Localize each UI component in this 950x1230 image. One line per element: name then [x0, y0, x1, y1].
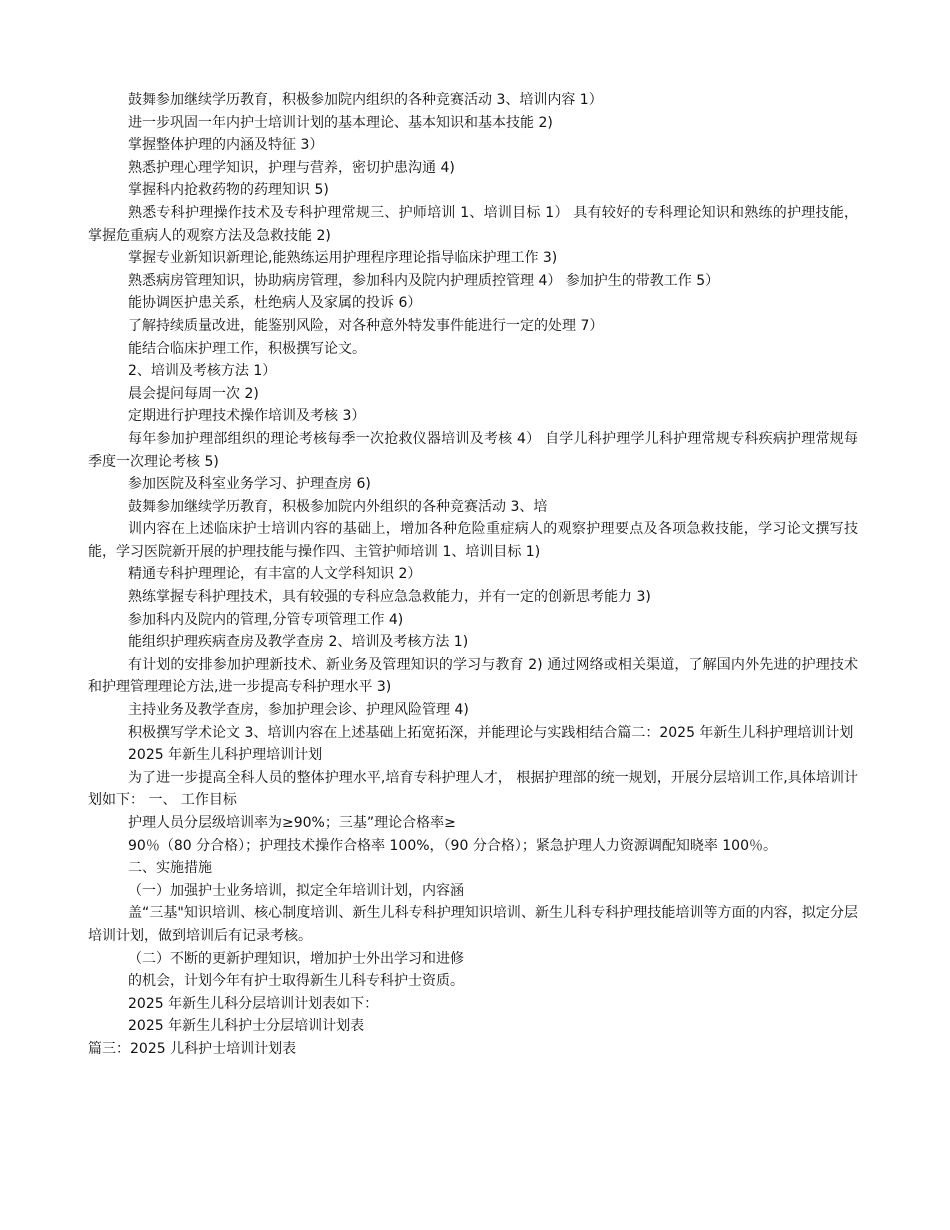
paragraph: 为了进一步提高全科人员的整体护理水平,培育专科护理人才， 根据护理部的统一规划，开展分层培训工作,具体培训计划如下： 一、 工作目标	[88, 769, 858, 809]
paragraph: 每年参加护理部组织的理论考核每季一次抢救仪器培训及考核 4） 自学儿科护理学儿科护理常规专科疾病护理常规每季度一次理论考核 5)	[88, 430, 858, 470]
section-heading: 篇三：2025 儿科护士培训计划表	[88, 1040, 297, 1057]
paragraph: 参加科内及院内的管理,分管专项管理工作 4)	[128, 611, 404, 628]
document-body	[88, 89, 858, 1061]
paragraph: 熟练掌握专科护理技术，具有较强的专科应急急救能力，并有一定的创新思考能力 3)	[128, 589, 651, 606]
paragraph: 2025 年新生儿科分层培训计划表如下：	[128, 995, 379, 1012]
paragraph: 参加医院及科室业务学习、护理查房 6)	[128, 476, 371, 493]
paragraph: 能协调医护患关系，杜绝病人及家属的投诉 6）	[128, 295, 422, 312]
section-heading: 2、培训及考核方法 1）	[128, 363, 277, 380]
paragraph: 主持业务及教学查房，参加护理会诊、护理风险管理 4)	[128, 702, 469, 719]
paragraph: 了解持续质量改进，能鉴别风险，对各种意外特发事件能进行一定的处理 7）	[128, 317, 604, 334]
paragraph: 鼓舞参加继续学历教育，积极参加院内组织的各种竞赛活动 3、培训内容 1）	[128, 92, 603, 108]
paragraph: 熟悉专科护理操作技术及专科护理常规三、护师培训 1、培训目标 1） 具有较好的专科理论知识和熟练的护理技能，掌握危重病人的观察方法及急救技能 2)	[88, 204, 858, 244]
paragraph: 掌握专业新知识新理论,能熟练运用护理程序理论指导临床护理工作 3)	[128, 250, 558, 267]
paragraph: 盖“三基"知识培训、核心制度培训、新生儿科专科护理知识培训、新生儿科专科护理技能培训等方面的内容，拟定分层培训计划，做到培训后有记录考核。	[88, 905, 858, 944]
paragraph: 有计划的安排参加护理新技术、新业务及管理知识的学习与教育 2) 通过网络或相关渠道，了解国内外先进的护理技术和护理管理理论方法,进一步提高专科护理水平 3)	[88, 656, 858, 696]
paragraph: 积极撰写学术论文 3、培训内容在上述基础上拓宽拓深，并能理论与实践相结合篇二：2025 年新生儿科护理培训计划	[128, 724, 854, 741]
paragraph: 护理人员分层级培训率为≥90%；三基”理论合格率≥	[128, 815, 456, 831]
paragraph: 鼓舞参加继续学历教育，积极参加院内外组织的各种竞赛活动 3、培	[128, 498, 548, 515]
paragraph: 掌握科内抢救药物的药理知识 5)	[128, 182, 329, 199]
paragraph: 晨会提问每周一次 2)	[128, 385, 259, 402]
section-heading: 2025 年新生儿科护理培训计划	[128, 747, 323, 764]
paragraph: 定期进行护理技术操作培训及考核 3）	[128, 408, 366, 425]
paragraph: 精通专科护理理论，有丰富的人文学科知识 2）	[128, 566, 422, 583]
paragraph: （二）不断的更新护理知识，增加护士外出学习和进修	[128, 950, 464, 967]
paragraph: 90％（80 分合格）；护理技术操作合格率 100%，（90 分合格）；紧急护理人力资源调配知晓率 100％。	[128, 837, 777, 854]
paragraph: 熟悉病房管理知识，协助病房管理，参加科内及院内护理质控管理 4） 参加护生的带教工作 5）	[128, 272, 720, 289]
section-heading: 二、实施措施	[128, 860, 212, 877]
paragraph: 进一步巩固一年内护士培训计划的基本理论、基本知识和基本技能 2)	[128, 114, 553, 131]
table-title: 2025 年新生儿科护士分层培训计划表	[128, 1018, 365, 1035]
paragraph: 训内容在上述临床护士培训内容的基础上，增加各种危险重症病人的观察护理要点及各项急救技能，学习论文撰写技能，学习医院新开展的护理技能与操作四、主管护师培训 1、培训目标 1)	[88, 521, 858, 560]
paragraph: 能组织护理疾病查房及教学查房 2、培训及考核方法 1)	[128, 634, 469, 651]
paragraph: 熟悉护理心理学知识，护理与营养，密切护患沟通 4)	[128, 159, 455, 176]
paragraph: 能结合临床护理工作，积极撰写论文。	[128, 340, 366, 357]
paragraph: （一）加强护士业务培训，拟定全年培训计划，内容涵	[128, 882, 464, 899]
paragraph: 掌握整体护理的内涵及特征 3）	[128, 137, 324, 154]
paragraph: 的机会，计划今年有护士取得新生儿科专科护士资质。	[128, 973, 464, 990]
